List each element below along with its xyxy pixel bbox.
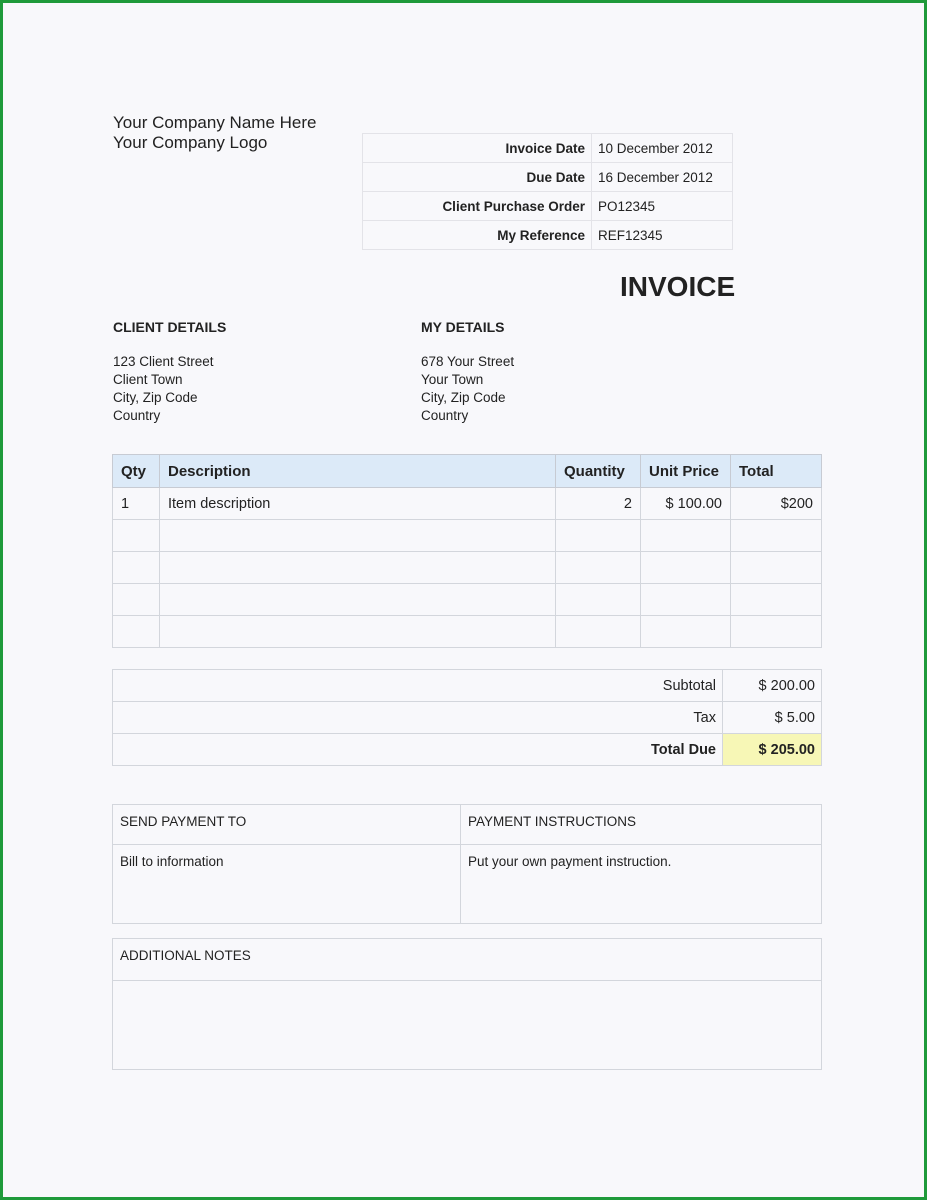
table-row bbox=[113, 520, 822, 552]
meta-label: Invoice Date bbox=[363, 134, 592, 163]
client-address bbox=[113, 353, 226, 425]
cell-description bbox=[160, 616, 556, 648]
cell-description bbox=[160, 584, 556, 616]
line-items-table bbox=[112, 454, 822, 648]
cell-total bbox=[731, 584, 822, 616]
address-line: Your Town bbox=[421, 372, 484, 387]
cell-total bbox=[731, 552, 822, 584]
column-header: Qty bbox=[113, 455, 160, 488]
address-line: City, Zip Code bbox=[421, 390, 506, 405]
cell-unit-price: $ 100.00 bbox=[641, 488, 731, 520]
cell-qty bbox=[113, 552, 160, 584]
payment-table bbox=[112, 804, 822, 924]
subtotal-row bbox=[113, 670, 822, 702]
table-header-row bbox=[113, 455, 822, 488]
cell-description bbox=[160, 552, 556, 584]
address-line: Country bbox=[113, 408, 161, 423]
total-due-value: $ 205.00 bbox=[723, 734, 822, 766]
cell-unit-price bbox=[641, 552, 731, 584]
my-details bbox=[421, 319, 514, 425]
cell-qty: 1 bbox=[113, 488, 160, 520]
payment-instructions-body: Put your own payment instruction. bbox=[461, 845, 822, 924]
subtotal-value: $ 200.00 bbox=[723, 670, 822, 702]
meta-value: 16 December 2012 bbox=[592, 163, 733, 192]
tax-row bbox=[113, 702, 822, 734]
cell-unit-price bbox=[641, 584, 731, 616]
additional-notes-body bbox=[113, 981, 822, 1070]
table-row bbox=[113, 488, 822, 520]
additional-notes-heading: ADDITIONAL NOTES bbox=[113, 939, 822, 981]
total-due-label: Total Due bbox=[113, 734, 723, 766]
address-line: 678 Your Street bbox=[421, 354, 515, 369]
meta-value: 10 December 2012 bbox=[592, 134, 733, 163]
total-due-row bbox=[113, 734, 822, 766]
meta-value: PO12345 bbox=[592, 192, 733, 221]
address-line: Client Town bbox=[113, 372, 183, 387]
cell-quantity bbox=[556, 520, 641, 552]
client-details-heading: CLIENT DETAILS bbox=[113, 319, 227, 335]
address-line: Country bbox=[421, 408, 469, 423]
company-block bbox=[113, 113, 316, 153]
table-row bbox=[113, 552, 822, 584]
payment-header-row bbox=[113, 805, 822, 845]
client-details bbox=[113, 319, 226, 425]
subtotal-label: Subtotal bbox=[113, 670, 723, 702]
meta-label: Due Date bbox=[363, 163, 592, 192]
cell-quantity: 2 bbox=[556, 488, 641, 520]
cell-total: $200 bbox=[731, 488, 822, 520]
cell-total bbox=[731, 616, 822, 648]
column-header: Description bbox=[160, 455, 556, 488]
notes-body-row bbox=[113, 981, 822, 1070]
payment-instructions-heading: PAYMENT INSTRUCTIONS bbox=[461, 805, 822, 845]
invoice-title: INVOICE bbox=[620, 271, 736, 302]
meta-row bbox=[363, 134, 733, 163]
cell-qty bbox=[113, 584, 160, 616]
notes-header-row bbox=[113, 939, 822, 981]
cell-description bbox=[160, 520, 556, 552]
my-address bbox=[421, 353, 514, 425]
my-details-heading: MY DETAILS bbox=[421, 319, 505, 335]
cell-quantity bbox=[556, 616, 641, 648]
cell-total bbox=[731, 520, 822, 552]
cell-qty bbox=[113, 616, 160, 648]
cell-qty bbox=[113, 520, 160, 552]
column-header: Unit Price bbox=[641, 455, 731, 488]
meta-label: My Reference bbox=[363, 221, 592, 250]
meta-value: REF12345 bbox=[592, 221, 733, 250]
send-payment-body: Bill to information bbox=[113, 845, 461, 924]
cell-quantity bbox=[556, 552, 641, 584]
payment-body-row bbox=[113, 845, 822, 924]
column-header: Total bbox=[731, 455, 822, 488]
cell-unit-price bbox=[641, 520, 731, 552]
table-row bbox=[113, 584, 822, 616]
meta-row bbox=[363, 192, 733, 221]
cell-quantity bbox=[556, 584, 641, 616]
column-header: Quantity bbox=[556, 455, 641, 488]
address-line: City, Zip Code bbox=[113, 390, 198, 405]
table-row bbox=[113, 616, 822, 648]
company-logo-placeholder: Your Company Logo bbox=[113, 133, 268, 152]
meta-row bbox=[363, 163, 733, 192]
meta-label: Client Purchase Order bbox=[363, 192, 592, 221]
cell-description: Item description bbox=[160, 488, 556, 520]
tax-label: Tax bbox=[113, 702, 723, 734]
totals-table bbox=[112, 669, 822, 766]
invoice-meta-table bbox=[362, 133, 733, 250]
send-payment-heading: SEND PAYMENT TO bbox=[113, 805, 461, 845]
company-name: Your Company Name Here bbox=[113, 113, 317, 132]
meta-row bbox=[363, 221, 733, 250]
cell-unit-price bbox=[641, 616, 731, 648]
tax-value: $ 5.00 bbox=[723, 702, 822, 734]
notes-table bbox=[112, 938, 822, 1070]
address-line: 123 Client Street bbox=[113, 354, 214, 369]
